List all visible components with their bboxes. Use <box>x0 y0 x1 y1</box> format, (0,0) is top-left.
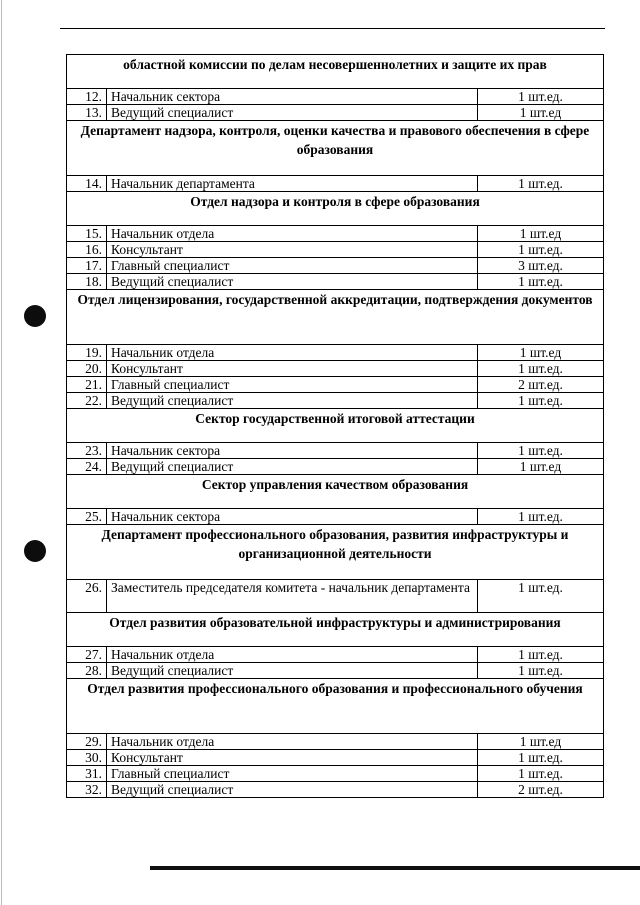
position-title: Начальник отдела <box>107 226 478 242</box>
position-title: Главный специалист <box>107 766 478 782</box>
table-row <box>67 226 604 242</box>
section-header: Департамент надзора, контроля, оценки качества и правового обеспечения в сфере образования <box>67 121 604 176</box>
table-row <box>67 242 604 258</box>
table-row <box>67 258 604 274</box>
staff-count: 2 шт.ед. <box>478 377 604 393</box>
row-number: 23. <box>67 443 107 459</box>
row-number: 32. <box>67 782 107 798</box>
table-row <box>67 580 604 613</box>
row-number: 19. <box>67 345 107 361</box>
section-header: Сектор управления качеством образования <box>67 475 604 509</box>
table-row <box>67 734 604 750</box>
row-number: 13. <box>67 105 107 121</box>
staff-count: 1 шт.ед. <box>478 750 604 766</box>
position-title: Ведущий специалист <box>107 274 478 290</box>
row-number: 28. <box>67 663 107 679</box>
staff-count: 1 шт.ед <box>478 105 604 121</box>
position-title: Ведущий специалист <box>107 663 478 679</box>
table-row <box>67 361 604 377</box>
position-title: Начальник сектора <box>107 509 478 525</box>
scan-left-edge <box>1 0 2 905</box>
position-title: Ведущий специалист <box>107 459 478 475</box>
staff-count: 3 шт.ед. <box>478 258 604 274</box>
row-number: 24. <box>67 459 107 475</box>
staff-table-body <box>67 55 604 798</box>
row-number: 21. <box>67 377 107 393</box>
table-row <box>67 663 604 679</box>
row-number: 20. <box>67 361 107 377</box>
scan-bottom-line <box>150 866 640 870</box>
section-header: Отдел лицензирования, государственной аккредитации, подтверждения документов <box>67 290 604 345</box>
staff-count: 1 шт.ед. <box>478 361 604 377</box>
section-header-row <box>67 192 604 226</box>
table-row <box>67 459 604 475</box>
staff-table <box>66 54 604 798</box>
position-title: Начальник отдела <box>107 345 478 361</box>
position-title: Начальник департамента <box>107 176 478 192</box>
commission-header-fragment: областной комиссии по делам несовершеннолетних и защите их прав <box>67 55 604 89</box>
row-number: 17. <box>67 258 107 274</box>
position-title: Консультант <box>107 242 478 258</box>
table-row <box>67 443 604 459</box>
row-number: 30. <box>67 750 107 766</box>
position-title: Ведущий специалист <box>107 782 478 798</box>
position-title: Консультант <box>107 750 478 766</box>
section-header: Отдел развития профессионального образования и профессионального обучения <box>67 679 604 734</box>
staff-count: 1 шт.ед. <box>478 176 604 192</box>
table-row <box>67 105 604 121</box>
punch-hole <box>24 540 46 562</box>
table-row <box>67 750 604 766</box>
section-header: Отдел развития образовательной инфраструктуры и администрирования <box>67 613 604 647</box>
position-title: Консультант <box>107 361 478 377</box>
row-number: 27. <box>67 647 107 663</box>
position-title: Начальник сектора <box>107 443 478 459</box>
staff-count: 1 шт.ед. <box>478 509 604 525</box>
section-header: Департамент профессионального образования, развития инфраструктуры и организационной деятельности <box>67 525 604 580</box>
table-row <box>67 509 604 525</box>
staff-count: 1 шт.ед. <box>478 647 604 663</box>
table-row <box>67 345 604 361</box>
section-header-row <box>67 55 604 89</box>
staff-count: 1 шт.ед. <box>478 766 604 782</box>
row-number: 22. <box>67 393 107 409</box>
position-title: Главный специалист <box>107 258 478 274</box>
position-title: Главный специалист <box>107 377 478 393</box>
row-number: 12. <box>67 89 107 105</box>
staff-count: 1 шт.ед <box>478 226 604 242</box>
row-number: 14. <box>67 176 107 192</box>
staff-count: 2 шт.ед. <box>478 782 604 798</box>
table-row <box>67 647 604 663</box>
section-header-row <box>67 290 604 345</box>
table-row <box>67 766 604 782</box>
position-title: Ведущий специалист <box>107 393 478 409</box>
row-number: 25. <box>67 509 107 525</box>
row-number: 26. <box>67 580 107 613</box>
staff-count: 1 шт.ед. <box>478 242 604 258</box>
table-row <box>67 377 604 393</box>
table-row <box>67 274 604 290</box>
row-number: 29. <box>67 734 107 750</box>
staff-count: 1 шт.ед. <box>478 89 604 105</box>
table-row <box>67 89 604 105</box>
section-header-row <box>67 679 604 734</box>
section-header-row <box>67 613 604 647</box>
staff-count: 1 шт.ед. <box>478 443 604 459</box>
section-header-row <box>67 121 604 176</box>
position-title: Заместитель председателя комитета - начальник департамента <box>107 580 478 613</box>
section-header: Отдел надзора и контроля в сфере образования <box>67 192 604 226</box>
row-number: 16. <box>67 242 107 258</box>
staff-count: 1 шт.ед <box>478 345 604 361</box>
row-number: 18. <box>67 274 107 290</box>
staff-count: 1 шт.ед <box>478 734 604 750</box>
table-row <box>67 176 604 192</box>
position-title: Начальник отдела <box>107 734 478 750</box>
table-row <box>67 393 604 409</box>
table-row <box>67 782 604 798</box>
section-header-row <box>67 475 604 509</box>
staff-count: 1 шт.ед. <box>478 393 604 409</box>
staff-count: 1 шт.ед. <box>478 580 604 613</box>
section-header-row <box>67 409 604 443</box>
staff-count: 1 шт.ед. <box>478 663 604 679</box>
top-rule <box>60 28 605 29</box>
position-title: Начальник сектора <box>107 89 478 105</box>
staff-count: 1 шт.ед <box>478 459 604 475</box>
position-title: Начальник отдела <box>107 647 478 663</box>
row-number: 31. <box>67 766 107 782</box>
punch-hole <box>24 305 46 327</box>
section-header: Сектор государственной итоговой аттестации <box>67 409 604 443</box>
staff-count: 1 шт.ед. <box>478 274 604 290</box>
row-number: 15. <box>67 226 107 242</box>
position-title: Ведущий специалист <box>107 105 478 121</box>
section-header-row <box>67 525 604 580</box>
